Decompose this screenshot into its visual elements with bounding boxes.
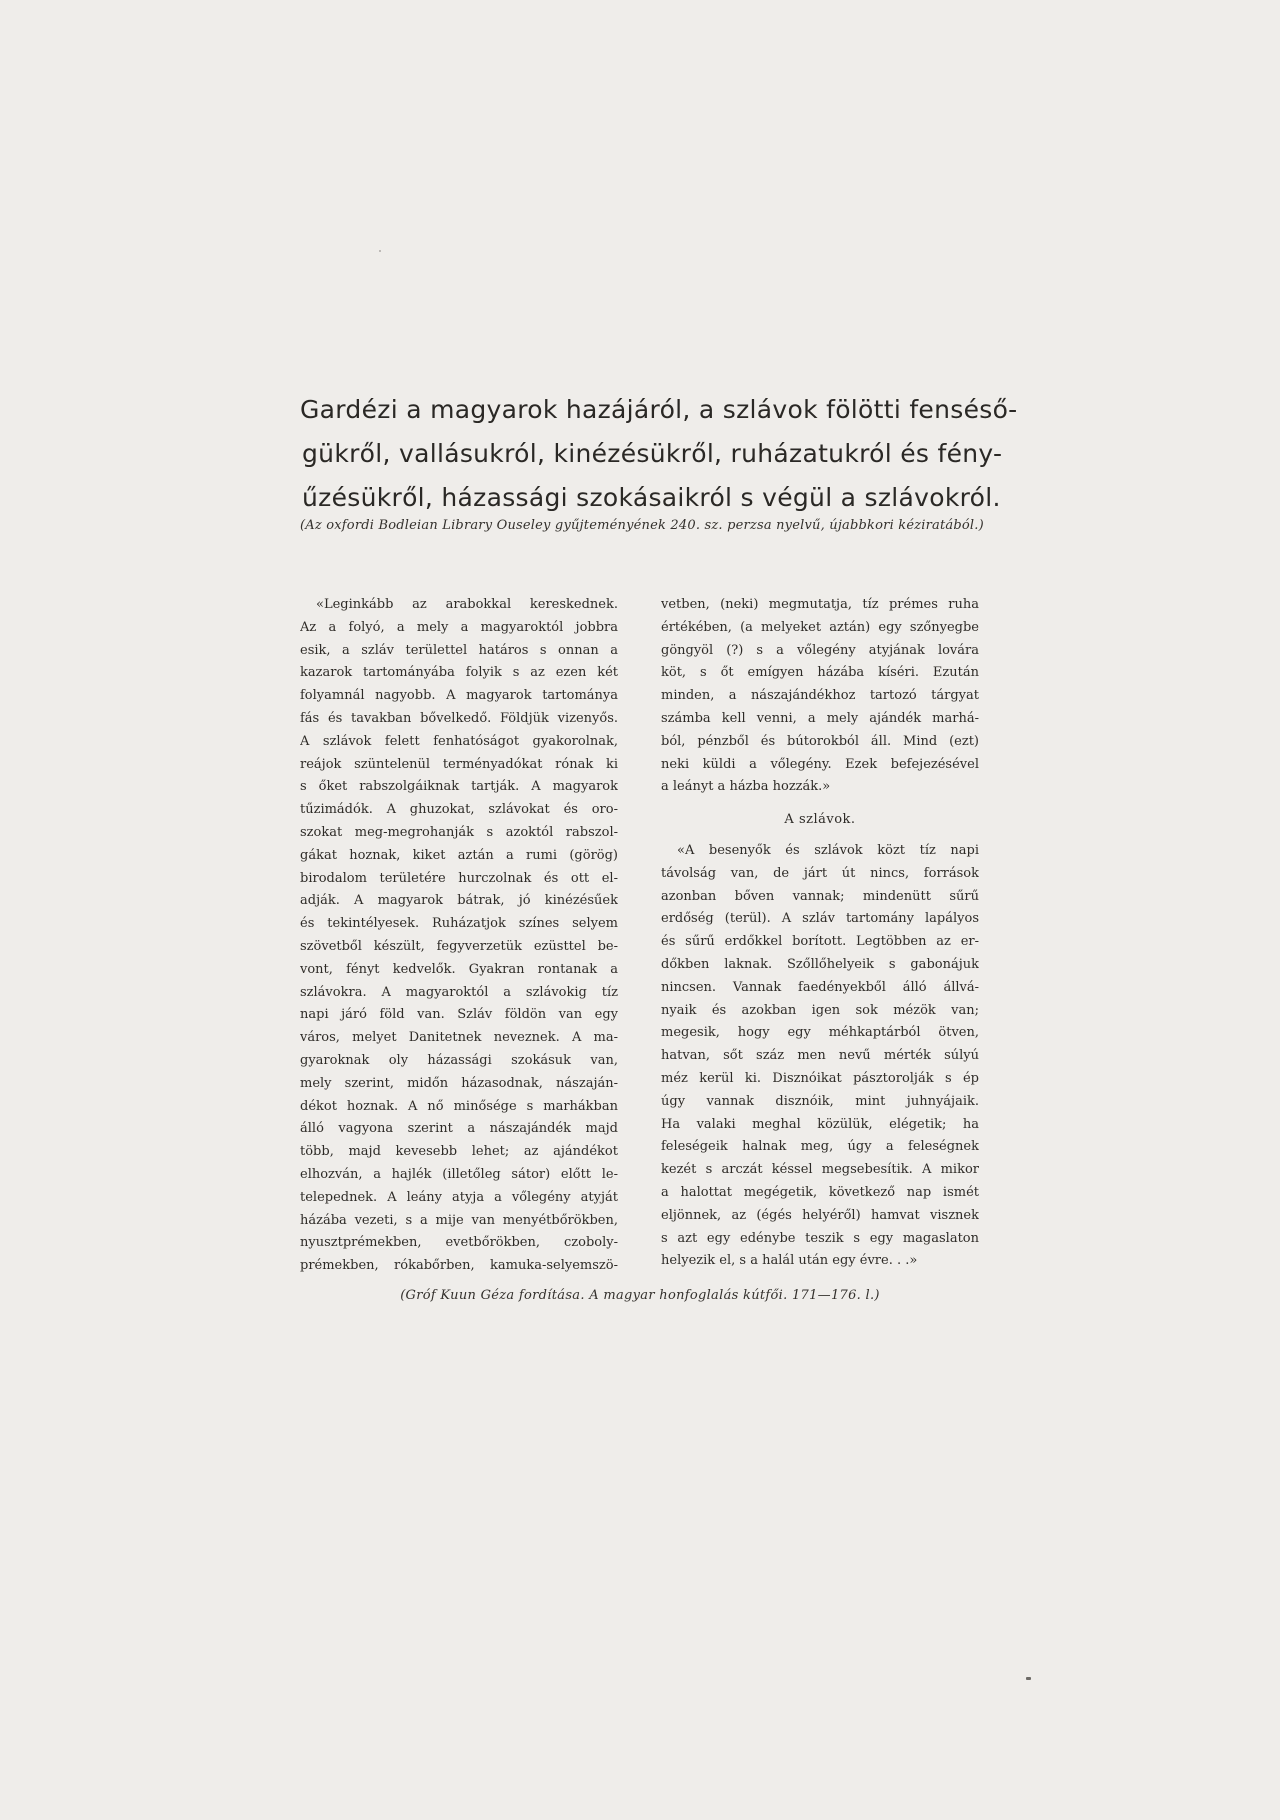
text-line: úgy vannak disznóik, mint juhnyájaik.: [661, 1093, 979, 1109]
text-line: gákat hoznak, kiket aztán a rumi (görög): [300, 847, 618, 863]
text-line: nyaik és azokban igen sok mézök van;: [661, 1002, 979, 1018]
text-line: azonban bőven vannak; mindenütt sűrű: [661, 888, 979, 904]
text-line: dőkben laknak. Szőllőhelyeik s gabonájuk: [661, 956, 979, 972]
text-line: prémekben, rókabőrben, kamuka-selyemszö-: [300, 1258, 618, 1274]
text-line: Ha valaki meghal közülük, elégetik; ha: [661, 1116, 979, 1132]
right-paragraph-1: [661, 594, 979, 799]
page-title: [300, 388, 1018, 520]
text-line: tűzimádók. A ghuzokat, szlávokat és oro-: [300, 802, 618, 818]
text-line: göngyöl (?) s a vőlegény atyjának lovára: [661, 642, 979, 658]
text-line: reájok szüntelenül terményadókat rónak ki: [300, 756, 618, 772]
text-line: elhozván, a hajlék (illetőleg sátor) előtt le-: [300, 1166, 618, 1182]
text-line: szövetből készült, fegyverzetük ezüsttel be-: [300, 938, 618, 954]
text-line: és sűrű erdőkkel borított. Legtöbben az er-: [661, 934, 979, 950]
text-line: folyamnál nagyobb. A magyarok tartománya: [300, 688, 618, 704]
section-heading: A szlávok.: [784, 812, 856, 828]
text-line: távolság van, de járt út nincs, források: [661, 865, 979, 881]
text-line: kazarok tartományába folyik s az ezen két: [300, 665, 618, 681]
text-line: helyezik el, s a halál után egy évre. . .»: [661, 1253, 918, 1269]
text-line: szlávokra. A magyaroktól a szlávokig tíz: [300, 984, 618, 1000]
text-line: mely szerint, midőn házasodnak, nászaján-: [300, 1075, 618, 1091]
text-line: nincsen. Vannak faedényekből álló állvá-: [661, 979, 979, 995]
paper-speck: [1026, 1677, 1031, 1680]
text-line: napi járó föld van. Szláv földön van egy: [300, 1007, 618, 1023]
right-paragraph-2: [661, 840, 979, 1273]
text-line: ból, pénzből és bútorokból áll. Mind (ezt): [661, 733, 979, 749]
text-line: esik, a szláv területtel határos s onnan a: [300, 642, 618, 658]
text-line: gyaroknak oly házassági szokásuk van,: [300, 1052, 618, 1068]
text-line: eljönnek, az (égés helyéről) hamvat visznek: [661, 1207, 979, 1223]
text-line: méz kerül ki. Disznóikat pásztorolják s ép: [661, 1070, 979, 1086]
text-line: Az a folyó, a mely a magyaroktól jobbra: [300, 619, 618, 635]
text-line: és tekintélyesek. Ruházatjok színes selyem: [300, 916, 618, 932]
text-line: birodalom területére hurczolnak és ott el-: [300, 870, 618, 886]
source-note: (Az oxfordi Bodleian Library Ouseley gyűjteményének 240. sz. perzsa nyelvű, újabbkori kéziratából.): [300, 518, 984, 533]
text-line: vont, fényt kedvelők. Gyakran rontanak a: [300, 961, 618, 977]
text-line: minden, a nászajándékhoz tartozó tárgyat: [661, 688, 979, 704]
text-line: házába vezeti, s a mije van menyétbőrökben,: [300, 1212, 618, 1228]
text-line: város, melyet Danitetnek neveznek. A ma-: [300, 1030, 618, 1046]
text-line: «Leginkább az arabokkal kereskednek.: [316, 597, 618, 612]
text-line: a halottat megégetik, következő nap ismét: [661, 1184, 979, 1200]
left-column: [300, 594, 618, 1278]
right-column: [661, 594, 979, 1273]
text-line: telepednek. A leány atyja a vőlegény atyját: [300, 1189, 618, 1205]
text-line: feleségeik halnak meg, úgy a feleségnek: [661, 1139, 979, 1155]
text-line: adják. A magyarok bátrak, jó kinézésűek: [300, 893, 618, 909]
text-line: megesik, hogy egy méhkaptárból ötven,: [661, 1025, 979, 1041]
text-line: szokat meg-megrohanják s azoktól rabszol-: [300, 824, 618, 840]
text-line: s azt egy edénybe teszik s egy magaslaton: [661, 1230, 979, 1246]
text-line: számba kell venni, a mely ajándék marhá-: [661, 710, 979, 726]
text-line: a leányt a házba hozzák.»: [661, 779, 831, 795]
text-line: nyusztprémekben, evetbőrökben, czoboly-: [300, 1235, 618, 1251]
translation-credit: (Gróf Kuun Géza fordítása. A magyar honfoglalás kútfői. 171—176. l.): [400, 1288, 880, 1303]
title-line-3: űzésükről, házassági szokásaikról s végül a szlávokról.: [302, 483, 1001, 512]
title-line-1: Gardézi a magyarok hazájáról, a szlávok fölötti fenséső-: [300, 395, 1018, 424]
text-line: több, majd kevesebb lehet; az ajándékot: [300, 1144, 618, 1160]
text-line: álló vagyona szerint a nászajándék majd: [300, 1121, 618, 1137]
text-line: neki küldi a vőlegény. Ezek befejezésével: [661, 756, 979, 772]
text-line: erdőség (terül). A szláv tartomány lapályos: [661, 911, 979, 927]
text-line: s őket rabszolgáiknak tartják. A magyarok: [300, 779, 618, 795]
text-line: hatvan, sőt száz men nevű mérték súlyú: [661, 1048, 979, 1064]
text-line: köt, s őt emígyen házába kíséri. Ezután: [661, 665, 979, 681]
text-line: fás és tavakban bővelkedő. Földjük vizenyős.: [300, 710, 618, 726]
text-line: kezét s arczát késsel megsebesítik. A mikor: [661, 1162, 979, 1178]
text-line: «A besenyők és szlávok közt tíz napi: [677, 842, 979, 858]
text-line: dékot hoznak. A nő minősége s marhákban: [300, 1098, 618, 1114]
text-line: vetben, (neki) megmutatja, tíz prémes ruha: [661, 597, 979, 612]
text-line: A szlávok felett fenhatóságot gyakorolnak,: [300, 733, 618, 749]
text-line: értékében, (a melyeket aztán) egy szőnyegbe: [661, 619, 979, 635]
title-line-2: gükről, vallásukról, kinézésükről, ruházatukról és fény-: [302, 439, 1003, 468]
paper-speck: [379, 250, 381, 252]
